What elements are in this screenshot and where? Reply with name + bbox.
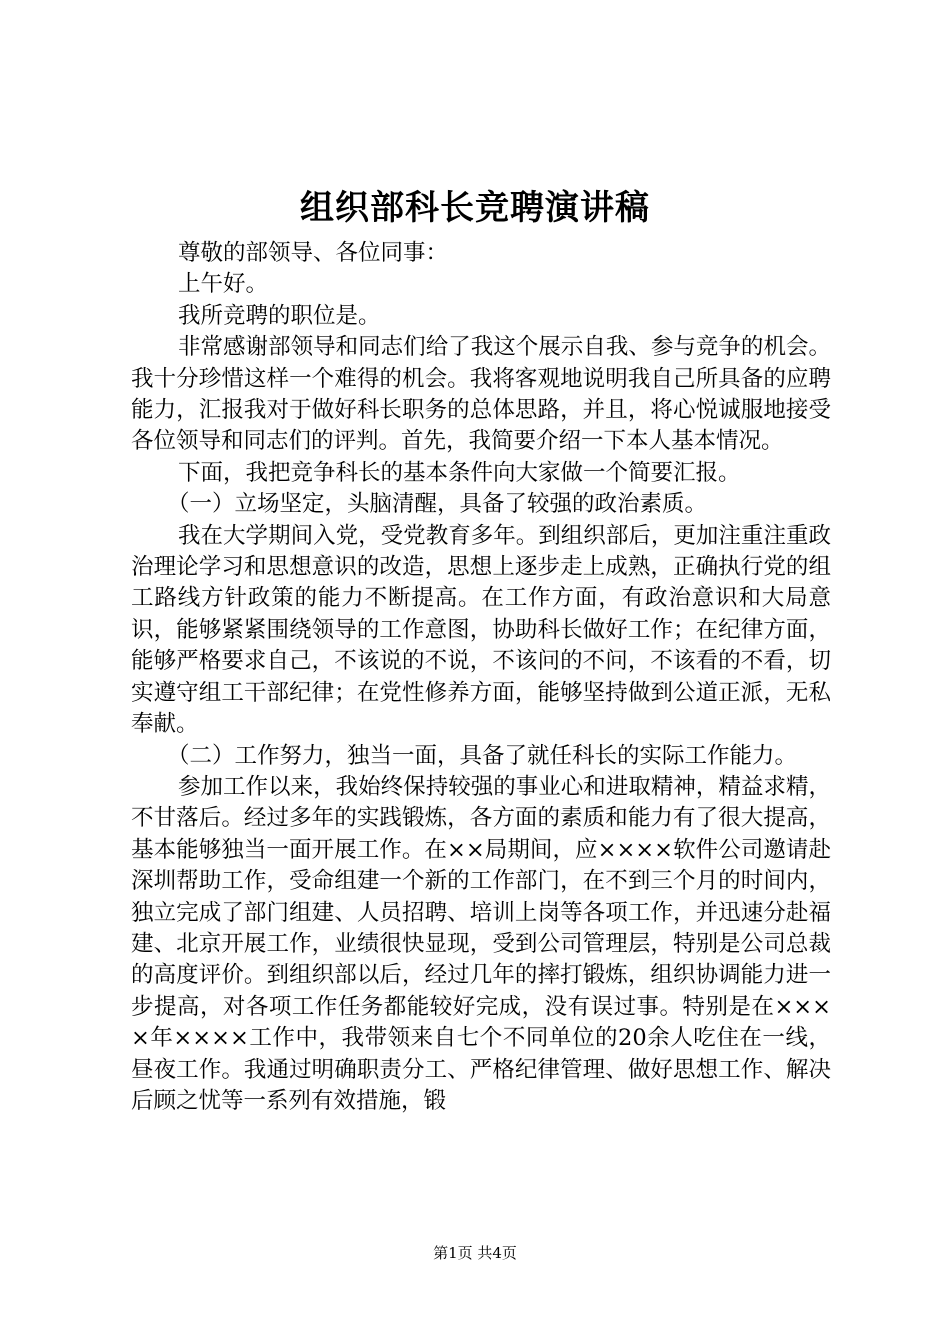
paragraph-work-ability: 参加工作以来，我始终保持较强的事业心和进取精神，精益求精，不甘落后。经过多年的实践锻炼，各方面的素质和能力有了很大提高，基本能够独当一面开展工作。在××局期间，应××××软件公司邀请赴深圳帮助工作，受命组建一个新的工作部门，在不到三个月的时间内，独立完成了部门组建、人员招聘、培训上岗等各项工作，并迅速分赴福建、北京开展工作，业绩很快显现，受到公司管理层，特别是公司总裁的高度评价。到组织部以后，经过几年的摔打锻炼，组织协调能力进一步提高，对各项工作任务都能较好完成，没有误过事。特别是在××××年××××工作中，我带领来自七个不同单位的20余人吃住在一线，昼夜工作。我通过明确职责分工、严格纪律管理、做好思想工作、解决后顾之忧等一系列有效措施，锻 bbox=[131, 773, 831, 1114]
page-footer: 第1页 共4页 bbox=[433, 1244, 517, 1262]
section-heading-1: （一）立场坚定，头脑清醒，具备了较强的政治素质。 bbox=[167, 491, 708, 518]
document-title: 组织部科长竞聘演讲稿 bbox=[300, 188, 650, 228]
document-body bbox=[131, 238, 831, 1117]
paragraph-intro: 非常感谢部领导和同志们给了我这个展示自我、参与竞争的机会。我十分珍惜这样一个难得的机会。我将客观地说明我自己所具备的应聘能力，汇报我对于做好科长职务的总体思路，并且，将心悦诚服地接受各位领导和同志们的评判。首先，我简要介绍一下本人基本情况。 bbox=[131, 334, 831, 455]
paragraph-greeting: 上午好。 bbox=[178, 271, 269, 298]
paragraph-salutation: 尊敬的部领导、各位同事： bbox=[178, 240, 449, 266]
section-heading-2: （二）工作努力，独当一面，具备了就任科长的实际工作能力。 bbox=[167, 742, 798, 769]
paragraph-transition: 下面，我把竞争科长的基本条件向大家做一个简要汇报。 bbox=[178, 459, 741, 486]
paragraph-political: 我在大学期间入党，受党教育多年。到组织部后，更加注重注重政治理论学习和思想意识的改造，思想上逐步走上成熟，正确执行党的组工路线方针政策的能力不断提高。在工作方面，有政治意识和大局意识，能够紧紧围绕领导的工作意图，协助科长做好工作；在纪律方面，能够严格要求自己，不该说的不说，不该问的不问，不该看的不看，切实遵守组工干部纪律；在党性修养方面，能够坚持做到公道正派，无私奉献。 bbox=[131, 522, 831, 738]
paragraph-position: 我所竞聘的职位是。 bbox=[178, 302, 381, 329]
